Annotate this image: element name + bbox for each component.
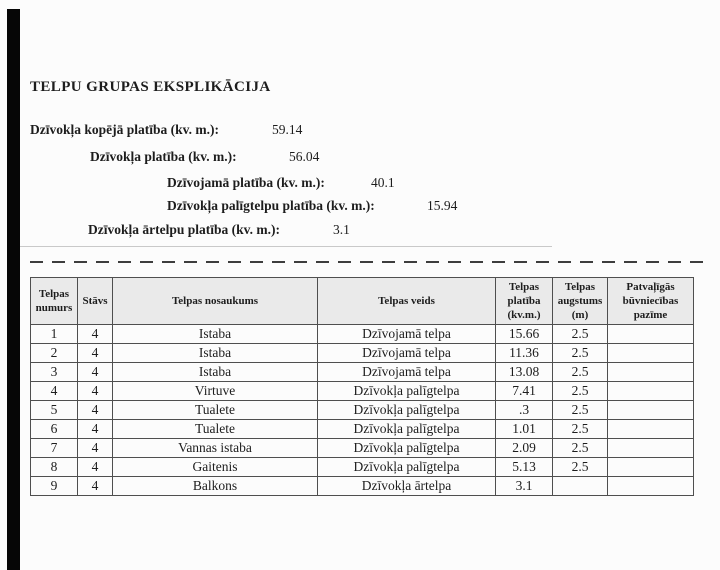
cell-room-name: Istaba [113,325,318,344]
summary-label: Dzīvokļa ārtelpu platība (kv. m.): [88,222,281,237]
cell-room-type: Dzīvokļa palīgtelpa [318,439,496,458]
cell-room-area: 3.1 [496,477,553,496]
cell-room-area: 7.41 [496,382,553,401]
cell-unauthorized-construction [608,325,694,344]
cell-room-number: 3 [31,363,78,382]
table-row [31,458,694,477]
cell-room-type: Dzīvojamā telpa [318,325,496,344]
cell-room-height: 2.5 [553,401,608,420]
table-row [31,401,694,420]
table-row [31,363,694,382]
cell-room-area: 11.36 [496,344,553,363]
summary-value: 3.1 [333,222,350,237]
cell-room-number: 1 [31,325,78,344]
summary-line-auxiliary-area [0,198,720,215]
table-row [31,382,694,401]
cell-room-area: 15.66 [496,325,553,344]
dashed-divider [30,261,712,263]
cell-room-type: Dzīvokļa palīgtelpa [318,382,496,401]
cell-room-height: 2.5 [553,458,608,477]
summary-label: Dzīvokļa platība (kv. m.): [90,149,237,164]
document-title: TELPU GRUPAS EKSPLIKĀCIJA [30,79,271,95]
cell-floor: 4 [78,401,113,420]
cell-floor: 4 [78,477,113,496]
column-header-floor: Stāvs [78,278,113,325]
cell-room-name: Tualete [113,420,318,439]
summary-label: Dzīvojamā platība (kv. m.): [167,175,325,190]
cell-room-height [553,477,608,496]
summary-value: 15.94 [427,198,458,213]
cell-floor: 4 [78,458,113,477]
cell-unauthorized-construction [608,363,694,382]
cell-room-number: 7 [31,439,78,458]
cell-unauthorized-construction [608,382,694,401]
summary-line-living-area [0,175,720,192]
cell-room-number: 4 [31,382,78,401]
table-header-row [31,278,694,325]
cell-room-area: 5.13 [496,458,553,477]
table-row [31,439,694,458]
scan-artifact-bar [7,9,20,570]
column-header-room-type: Telpas veids [318,278,496,325]
column-header-room-height: Telpas augstums (m) [553,278,608,325]
cell-floor: 4 [78,439,113,458]
cell-room-number: 5 [31,401,78,420]
summary-value: 56.04 [289,149,320,164]
cell-room-number: 9 [31,477,78,496]
cell-unauthorized-construction [608,420,694,439]
horizontal-rule [20,246,552,247]
summary-line-apartment-area [0,149,720,166]
cell-floor: 4 [78,325,113,344]
summary-label: Dzīvokļa kopējā platība (kv. m.): [30,122,220,137]
cell-room-area: 13.08 [496,363,553,382]
cell-room-height: 2.5 [553,363,608,382]
cell-unauthorized-construction [608,344,694,363]
cell-unauthorized-construction [608,439,694,458]
cell-room-height: 2.5 [553,420,608,439]
cell-room-number: 8 [31,458,78,477]
cell-room-type: Dzīvojamā telpa [318,363,496,382]
column-header-room-name: Telpas nosaukums [113,278,318,325]
cell-room-type: Dzīvokļa palīgtelpa [318,420,496,439]
cell-floor: 4 [78,382,113,401]
cell-room-type: Dzīvokļa palīgtelpa [318,458,496,477]
cell-room-type: Dzīvojamā telpa [318,344,496,363]
column-header-room-number: Telpas numurs [31,278,78,325]
cell-room-name: Istaba [113,363,318,382]
cell-room-height: 2.5 [553,344,608,363]
cell-room-area: 1.01 [496,420,553,439]
cell-room-name: Virtuve [113,382,318,401]
cell-room-area: .3 [496,401,553,420]
cell-room-number: 2 [31,344,78,363]
cell-room-name: Tualete [113,401,318,420]
table-row [31,325,694,344]
cell-floor: 4 [78,420,113,439]
summary-value: 40.1 [371,175,395,190]
summary-line-outdoor-area [0,222,720,239]
column-header-unauthorized-construction: Patvaļīgās būvniecības pazīme [608,278,694,325]
cell-floor: 4 [78,363,113,382]
cell-room-name: Istaba [113,344,318,363]
table-row [31,420,694,439]
summary-line-total-area [0,122,720,139]
cell-room-area: 2.09 [496,439,553,458]
cell-room-name: Balkons [113,477,318,496]
cell-room-name: Vannas istaba [113,439,318,458]
cell-room-height: 2.5 [553,382,608,401]
cell-room-number: 6 [31,420,78,439]
cell-room-name: Gaitenis [113,458,318,477]
cell-room-type: Dzīvokļa ārtelpa [318,477,496,496]
table-row [31,477,694,496]
table-row [31,344,694,363]
cell-floor: 4 [78,344,113,363]
cell-room-height: 2.5 [553,325,608,344]
summary-label: Dzīvokļa palīgtelpu platība (kv. m.): [167,198,375,213]
cell-unauthorized-construction [608,401,694,420]
explication-table [30,277,694,496]
cell-room-type: Dzīvokļa palīgtelpa [318,401,496,420]
summary-value: 59.14 [272,122,303,137]
cell-room-height: 2.5 [553,439,608,458]
cell-unauthorized-construction [608,477,694,496]
column-header-room-area: Telpas platība (kv.m.) [496,278,553,325]
cell-unauthorized-construction [608,458,694,477]
